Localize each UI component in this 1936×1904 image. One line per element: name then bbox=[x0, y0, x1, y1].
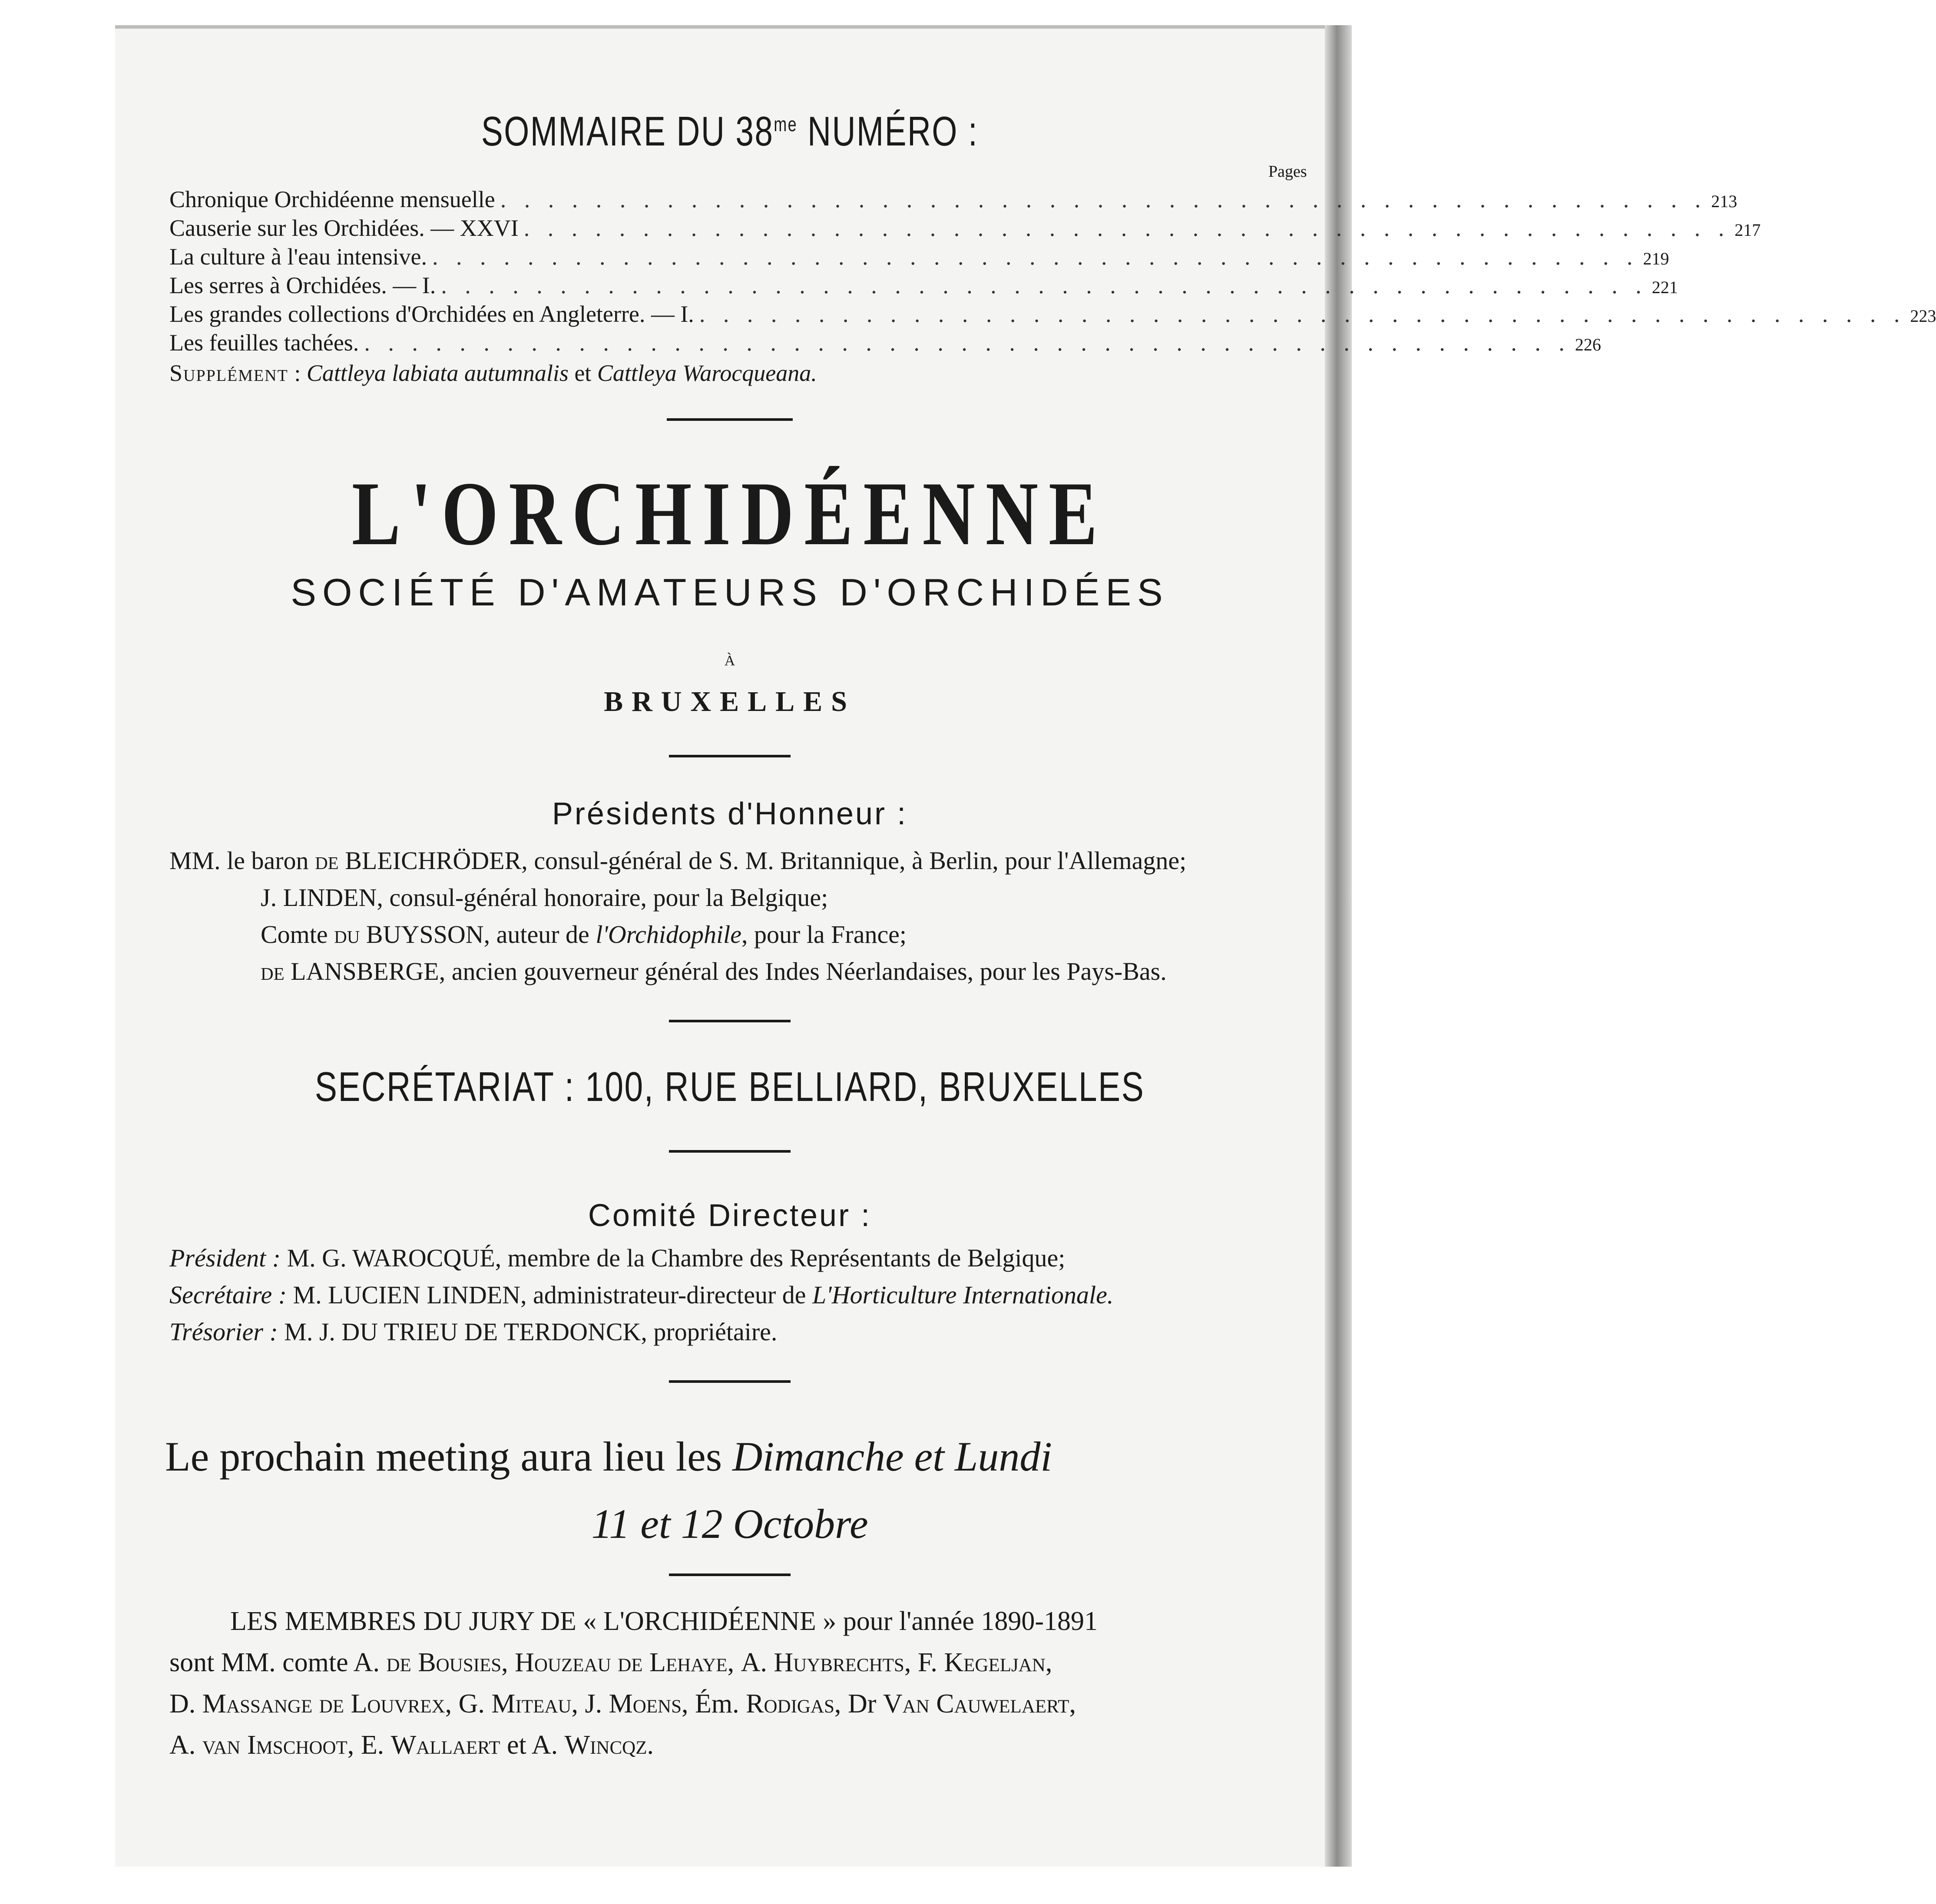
president-line bbox=[169, 846, 1186, 875]
comite-role: Président : bbox=[169, 1244, 281, 1272]
table-of-contents bbox=[169, 186, 1936, 358]
president-line bbox=[261, 957, 1167, 986]
subtitle-a: À bbox=[724, 653, 735, 669]
jury-line bbox=[230, 1606, 1098, 1637]
meeting-text: Le prochain meeting aura lieu les bbox=[165, 1433, 733, 1480]
jury-text: Ém. bbox=[695, 1689, 746, 1719]
jury-text: A. bbox=[169, 1730, 202, 1760]
divider bbox=[669, 1020, 791, 1022]
comite-role: Secrétaire : bbox=[169, 1281, 287, 1309]
toc-entry-page: 217 bbox=[1734, 220, 1761, 240]
comite-text: M. LUCIEN LINDEN, administrateur-directeur de bbox=[287, 1281, 813, 1309]
publication-title: l'Orchidophile bbox=[596, 920, 741, 949]
divider bbox=[669, 1573, 791, 1576]
pages-column-label: Pages bbox=[1268, 162, 1307, 181]
president-line bbox=[261, 883, 828, 912]
toc-leader-dots: . . . . . . . . . . . . . . . . . . . . . . . . . . . . . . . . . . . . . . . . . . . . . . . . . . . bbox=[699, 301, 1906, 327]
toc-entry[interactable] bbox=[169, 301, 1936, 329]
sommaire-title-main: SOMMAIRE DU 38 bbox=[481, 108, 774, 155]
sommaire-title-sup: me bbox=[774, 113, 798, 136]
jury-names: Wincqz. bbox=[564, 1730, 654, 1760]
jury-text: D. bbox=[169, 1689, 202, 1719]
president-particle: de bbox=[315, 846, 339, 875]
toc-leader-dots: . . . . . . . . . . . . . . . . . . . . . . . . . . . . . . . . . . . . . . . . . . . . . . . . . . . bbox=[432, 244, 1639, 270]
president-text: BLEICHRÖDER, consul-général de S. M. Britannique, à Berlin, pour l'Allemagne; bbox=[338, 846, 1187, 875]
sommaire-title-end: NUMÉRO : bbox=[797, 108, 979, 155]
comite-member bbox=[169, 1280, 1113, 1309]
toc-entry-page: 226 bbox=[1575, 335, 1601, 354]
jury-text: F. bbox=[917, 1648, 944, 1677]
meeting-days: Dimanche et Lundi bbox=[732, 1433, 1052, 1480]
comite-text: M. G. WAROCQUÉ, membre de la Chambre des Représentants de Belgique; bbox=[281, 1244, 1066, 1272]
jury-names: Miteau, bbox=[491, 1689, 585, 1719]
jury-names: Kegeljan, bbox=[944, 1648, 1052, 1677]
divider bbox=[667, 418, 793, 421]
toc-leader-dots: . . . . . . . . . . . . . . . . . . . . . . . . . . . . . . . . . . . . . . . . . . . . . . . . . . . bbox=[364, 330, 1571, 356]
president-text: LANSBERGE, ancien gouverneur général des Indes Néerlandaises, pour les Pays-Bas. bbox=[284, 957, 1167, 985]
toc-entry-page: 213 bbox=[1711, 192, 1737, 211]
toc-entry-page: 219 bbox=[1643, 249, 1669, 268]
journal-title: L'ORCHIDÉENNE bbox=[351, 463, 1108, 564]
president-text: MM. le baron bbox=[169, 846, 315, 875]
jury-text: J. bbox=[585, 1689, 609, 1719]
jury-names: Huybrechts, bbox=[774, 1648, 918, 1677]
city-name: BRUXELLES bbox=[604, 686, 856, 717]
supplement-and: et bbox=[568, 360, 597, 386]
document-page bbox=[143, 25, 1936, 1849]
comite-member bbox=[169, 1243, 1065, 1273]
jury-names: Moens, bbox=[609, 1689, 695, 1719]
society-subtitle: SOCIÉTÉ D'AMATEURS D'ORCHIDÉES bbox=[291, 571, 1169, 614]
jury-line bbox=[169, 1689, 1076, 1719]
toc-leader-dots: . . . . . . . . . . . . . . . . . . . . . . . . . . . . . . . . . . . . . . . . . . . . . . . . . . . bbox=[441, 272, 1648, 298]
toc-entry-title: Causerie sur les Orchidées. — XXVI bbox=[169, 215, 519, 241]
supplement-label: Supplément bbox=[169, 360, 288, 386]
toc-leader-dots: . . . . . . . . . . . . . . . . . . . . . . . . . . . . . . . . . . . . . . . . . . . . . . . . . . . bbox=[500, 186, 1707, 212]
toc-entry-title: La culture à l'eau intensive. bbox=[169, 244, 427, 270]
jury-text: G. bbox=[458, 1689, 492, 1719]
divider bbox=[669, 1150, 791, 1153]
jury-text: LES MEMBRES DU JURY DE « L'ORCHIDÉENNE » pour l'année 1890-1891 bbox=[230, 1606, 1098, 1636]
president-particle: de bbox=[261, 957, 285, 985]
supplement-plate-1: Cattleya labiata autumnalis bbox=[306, 360, 569, 386]
president-text: , pour la France; bbox=[741, 920, 907, 949]
toc-entry-title: Chronique Orchidéenne mensuelle bbox=[169, 186, 495, 212]
president-line bbox=[261, 920, 907, 949]
jury-line bbox=[169, 1647, 1052, 1678]
jury-text: E. bbox=[361, 1730, 391, 1760]
comite-heading: Comité Directeur : bbox=[588, 1198, 872, 1233]
supplement-line bbox=[169, 360, 817, 387]
divider bbox=[669, 1380, 791, 1383]
jury-names: Van Cauwelaert, bbox=[883, 1689, 1076, 1719]
jury-names: Rodigas, bbox=[746, 1689, 848, 1719]
toc-entry-title: Les serres à Orchidées. — I. bbox=[169, 272, 436, 298]
toc-entry[interactable] bbox=[169, 329, 1601, 358]
jury-names: van Imschoot, bbox=[202, 1730, 361, 1760]
president-text: J. LINDEN, consul-général honoraire, pour la Belgique; bbox=[261, 883, 828, 912]
toc-leader-dots: . . . . . . . . . . . . . . . . . . . . . . . . . . . . . . . . . . . . . . . . . . . . . . . . . . . bbox=[523, 215, 1731, 241]
presidents-heading: Présidents d'Honneur : bbox=[552, 797, 908, 831]
jury-text: Dr bbox=[847, 1689, 883, 1719]
supplement-separator: : bbox=[288, 360, 307, 386]
toc-entry-page: 223 bbox=[1910, 306, 1936, 326]
jury-text: et A. bbox=[506, 1730, 565, 1760]
meeting-dates: 11 et 12 Octobre bbox=[591, 1501, 868, 1547]
president-text: BUYSSON, auteur de bbox=[360, 920, 596, 949]
sommaire-title bbox=[272, 108, 1187, 155]
president-text: Comte bbox=[261, 920, 334, 949]
jury-text: sont MM. comte A. bbox=[169, 1648, 387, 1677]
comite-role: Trésorier : bbox=[169, 1318, 278, 1346]
toc-entry[interactable] bbox=[169, 186, 1737, 215]
toc-entry-page: 221 bbox=[1651, 278, 1678, 297]
toc-entry[interactable] bbox=[169, 215, 1761, 243]
jury-names: Wallaert bbox=[391, 1730, 507, 1760]
meeting-announcement bbox=[165, 1432, 1052, 1481]
comite-text: M. J. DU TRIEU DE TERDONCK, propriétaire. bbox=[278, 1318, 778, 1346]
president-particle: du bbox=[334, 920, 360, 949]
divider bbox=[669, 755, 791, 757]
publication-title: L'Horticulture Internationale. bbox=[812, 1281, 1114, 1309]
jury-names: de Bousies, Houzeau de Lehaye, bbox=[386, 1648, 741, 1677]
jury-line bbox=[169, 1730, 654, 1761]
jury-names: Massange de Louvrex, bbox=[202, 1689, 459, 1719]
jury-text: A. bbox=[741, 1648, 774, 1677]
secretariat-address: SECRÉTARIAT : 100, RUE BELLIARD, BRUXELLES bbox=[314, 1064, 1145, 1110]
toc-entry[interactable] bbox=[169, 243, 1669, 272]
supplement-plate-2: Cattleya Warocqueana. bbox=[597, 360, 817, 386]
toc-entry-title: Les feuilles tachées. bbox=[169, 330, 359, 356]
toc-entry-title: Les grandes collections d'Orchidées en Angleterre. — I. bbox=[169, 301, 694, 327]
toc-entry[interactable] bbox=[169, 272, 1678, 301]
comite-member bbox=[169, 1317, 777, 1346]
